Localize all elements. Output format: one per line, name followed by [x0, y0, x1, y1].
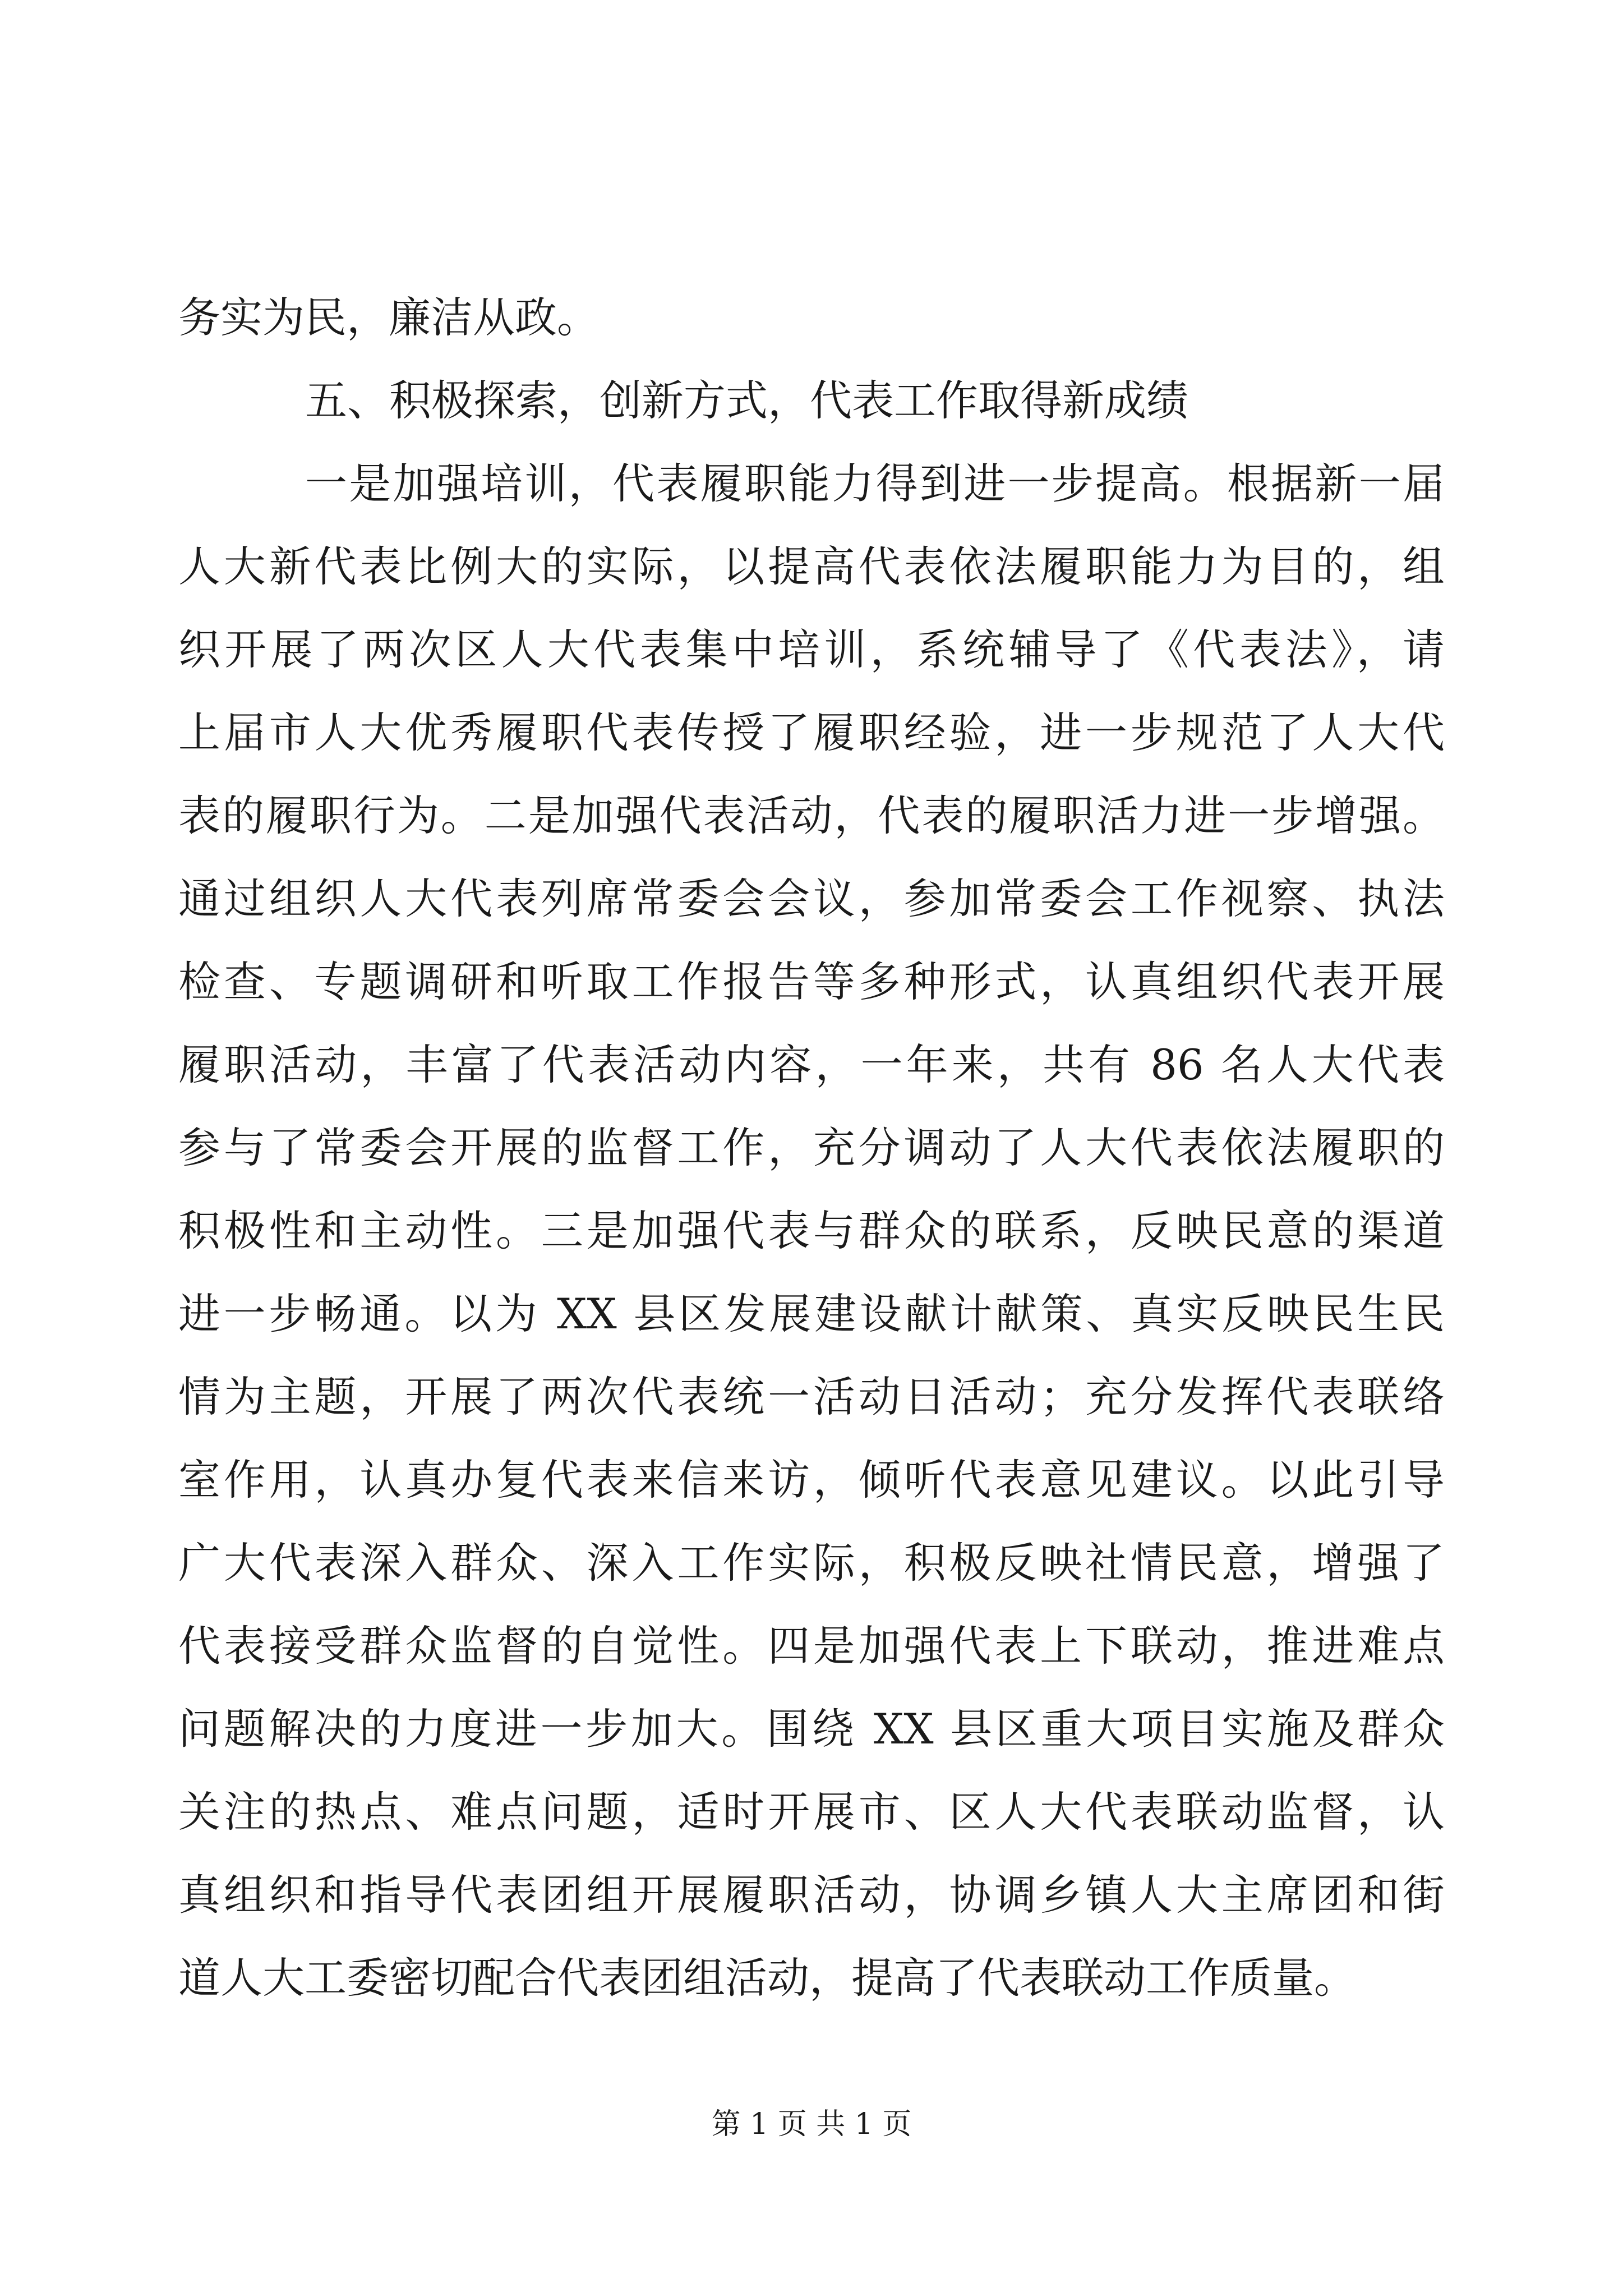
text-line: 人大新代表比例大的实际，以提高代表依法履职能力为目的，组 [178, 542, 1445, 591]
text-line: 广大代表深入群众、深入工作实际，积极反映社情民意，增强了 [178, 1538, 1445, 1588]
text-line: 真组织和指导代表团组开展履职活动，协调乡镇人大主席团和街 [178, 1870, 1445, 1920]
text-line: 情为主题，开展了两次代表统一活动日活动；充分发挥代表联络 [178, 1372, 1445, 1421]
text-line: 一是加强培训，代表履职能力得到进一步提高。根据新一届 [305, 459, 1445, 508]
text-line: 务实为民，廉洁从政。 [178, 293, 600, 342]
text-line: 代表接受群众监督的自觉性。四是加强代表上下联动，推进难点 [178, 1621, 1445, 1671]
text-line: 积极性和主动性。三是加强代表与群众的联系，反映民意的渠道 [178, 1206, 1445, 1255]
text-line: 参与了常委会开展的监督工作，充分调动了人大代表依法履职的 [178, 1123, 1445, 1172]
text-line: 问题解决的力度进一步加大。围绕 XX 县区重大项目实施及群众 [178, 1704, 1445, 1754]
text-line: 通过组织人大代表列席常委会会议，参加常委会工作视察、执法 [178, 874, 1445, 923]
page-number-footer: 第 1 页 共 1 页 [711, 2108, 912, 2141]
document-body [178, 276, 1445, 2019]
text-line: 道人大工委密切配合代表团组活动，提高了代表联动工作质量。 [178, 1953, 1357, 2003]
text-line: 进一步畅通。以为 XX 县区发展建设献计献策、真实反映民生民 [178, 1289, 1445, 1338]
text-line: 关注的热点、难点问题，适时开展市、区人大代表联动监督，认 [178, 1787, 1445, 1837]
text-line: 检查、专题调研和听取工作报告等多种形式，认真组织代表开展 [178, 957, 1445, 1006]
text-line: 表的履职行为。二是加强代表活动，代表的履职活力进一步增强。 [178, 791, 1445, 840]
section-heading: 五、积极探索，创新方式，代表工作取得新成绩 [305, 376, 1189, 425]
text-line: 织开展了两次区人大代表集中培训，系统辅导了《代表法》，请 [178, 625, 1445, 674]
text-line: 室作用，认真办复代表来信来访，倾听代表意见建议。以此引导 [178, 1455, 1445, 1504]
text-line: 履职活动，丰富了代表活动内容，一年来，共有 86 名人大代表 [178, 1040, 1445, 1089]
text-line: 上届市人大优秀履职代表传授了履职经验，进一步规范了人大代 [178, 708, 1445, 757]
